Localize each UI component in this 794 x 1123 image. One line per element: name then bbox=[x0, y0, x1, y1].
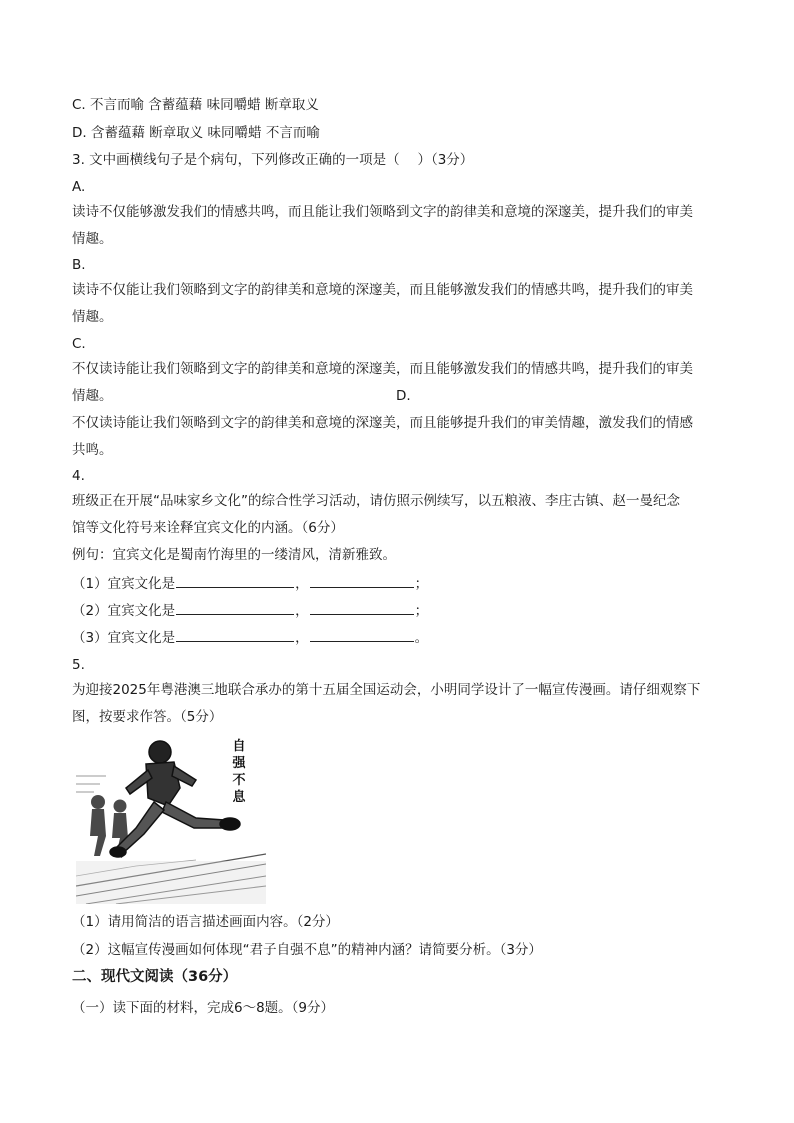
motto-char-1: 自 bbox=[232, 739, 246, 754]
q3-option-d-text: 不仅读诗能让我们领略到文字的韵律美和意境的深邃美，而且能够提升我们的审美情趣，激发我们的情感 bbox=[72, 415, 693, 431]
fill-blank-3b[interactable] bbox=[310, 627, 414, 642]
q3-option-d-label: D. bbox=[396, 388, 411, 404]
question-5-sub-1: （1）请用简洁的语言描述画面内容。（2分） bbox=[72, 914, 339, 930]
fill-item-2-sep: ， bbox=[295, 603, 309, 619]
q3-option-c-text: 不仅读诗能让我们领略到文字的韵律美和意境的深邃美，而且能够激发我们的情感共鸣，提升我们的审美 bbox=[72, 361, 693, 377]
motto-vertical-text bbox=[230, 738, 248, 806]
fill-item-1-sep: ， bbox=[295, 576, 309, 592]
question-5-number: 5. bbox=[72, 657, 85, 673]
fill-blank-1b[interactable] bbox=[310, 573, 414, 588]
q3-option-d-text-cont: 共鸣。 bbox=[72, 442, 113, 458]
fill-blank-2a[interactable] bbox=[176, 600, 294, 615]
q3-option-a-label: A. bbox=[72, 179, 86, 195]
q3-option-a-text-cont: 情趣。 bbox=[72, 231, 113, 247]
subsection-heading-1: （一）读下面的材料，完成6～8题。（9分） bbox=[72, 1000, 335, 1016]
fill-item-2-prefix: （2）宜宾文化是 bbox=[72, 603, 176, 619]
fill-item-1-prefix: （1）宜宾文化是 bbox=[72, 576, 176, 592]
fill-blank-1a[interactable] bbox=[176, 573, 294, 588]
question-3-stem: 3. 文中画横线句子是个病句，下列修改正确的一项是（ ）（3分） bbox=[72, 152, 474, 168]
question-4-stem-cont: 馆等文化符号来诠释宜宾文化的内涵。（6分） bbox=[72, 520, 344, 536]
fill-blank-2b[interactable] bbox=[310, 600, 414, 615]
q3-option-b-label: B. bbox=[72, 257, 86, 273]
fill-item-2-end: ； bbox=[414, 603, 429, 619]
q3-option-b-text: 读诗不仅能让我们领略到文字的韵律美和意境的深邃美，而且能够激发我们的情感共鸣，提升我们的审美 bbox=[72, 282, 693, 298]
option-d: D. 含蓄蕴藉 断章取义 味同嚼蜡 不言而喻 bbox=[72, 125, 320, 141]
question-5-stem: 为迎接2025年粤港澳三地联合承办的第十五届全国运动会，小明同学设计了一幅宣传漫画。请仔细观察下 bbox=[72, 682, 701, 698]
option-c: C. 不言而喻 含蓄蕴藉 味同嚼蜡 断章取义 bbox=[72, 97, 319, 113]
fill-item-1-end: ； bbox=[414, 576, 429, 592]
fill-blank-3a[interactable] bbox=[176, 627, 294, 642]
fill-item-3-sep: ， bbox=[295, 630, 309, 646]
q3-option-a-text: 读诗不仅能够激发我们的情感共鸣，而且能让我们领略到文字的韵律美和意境的深邃美，提升我们的审美 bbox=[72, 204, 693, 220]
q3-option-b-text-cont: 情趣。 bbox=[72, 309, 113, 325]
section-heading-modern-reading: 二、现代文阅读（36分） bbox=[72, 969, 238, 985]
question-5-sub-2: （2）这幅宣传漫画如何体现“君子自强不息”的精神内涵？请简要分析。（3分） bbox=[72, 942, 542, 958]
question-5-stem-cont: 图，按要求作答。（5分） bbox=[72, 709, 223, 725]
fill-item-1 bbox=[72, 573, 722, 594]
question-4-number: 4. bbox=[72, 468, 85, 484]
question-4-stem: 班级正在开展“品味家乡文化”的综合性学习活动，请仿照示例续写，以五粮液、李庄古镇、赵一曼纪念 bbox=[72, 493, 680, 509]
motto-char-4: 息 bbox=[232, 790, 246, 805]
question-4-example: 例句：宜宾文化是蜀南竹海里的一缕清风，清新雅致。 bbox=[72, 547, 396, 563]
q3-option-c-text-cont: 情趣。 bbox=[72, 388, 113, 404]
fill-item-3-end: 。 bbox=[414, 630, 429, 646]
fill-item-3-prefix: （3）宜宾文化是 bbox=[72, 630, 176, 646]
q3-option-c-label: C. bbox=[72, 336, 86, 352]
motto-char-2: 强 bbox=[232, 756, 246, 771]
fill-item-3 bbox=[72, 627, 722, 648]
motto-char-3: 不 bbox=[232, 773, 246, 788]
fill-item-2 bbox=[72, 600, 722, 621]
